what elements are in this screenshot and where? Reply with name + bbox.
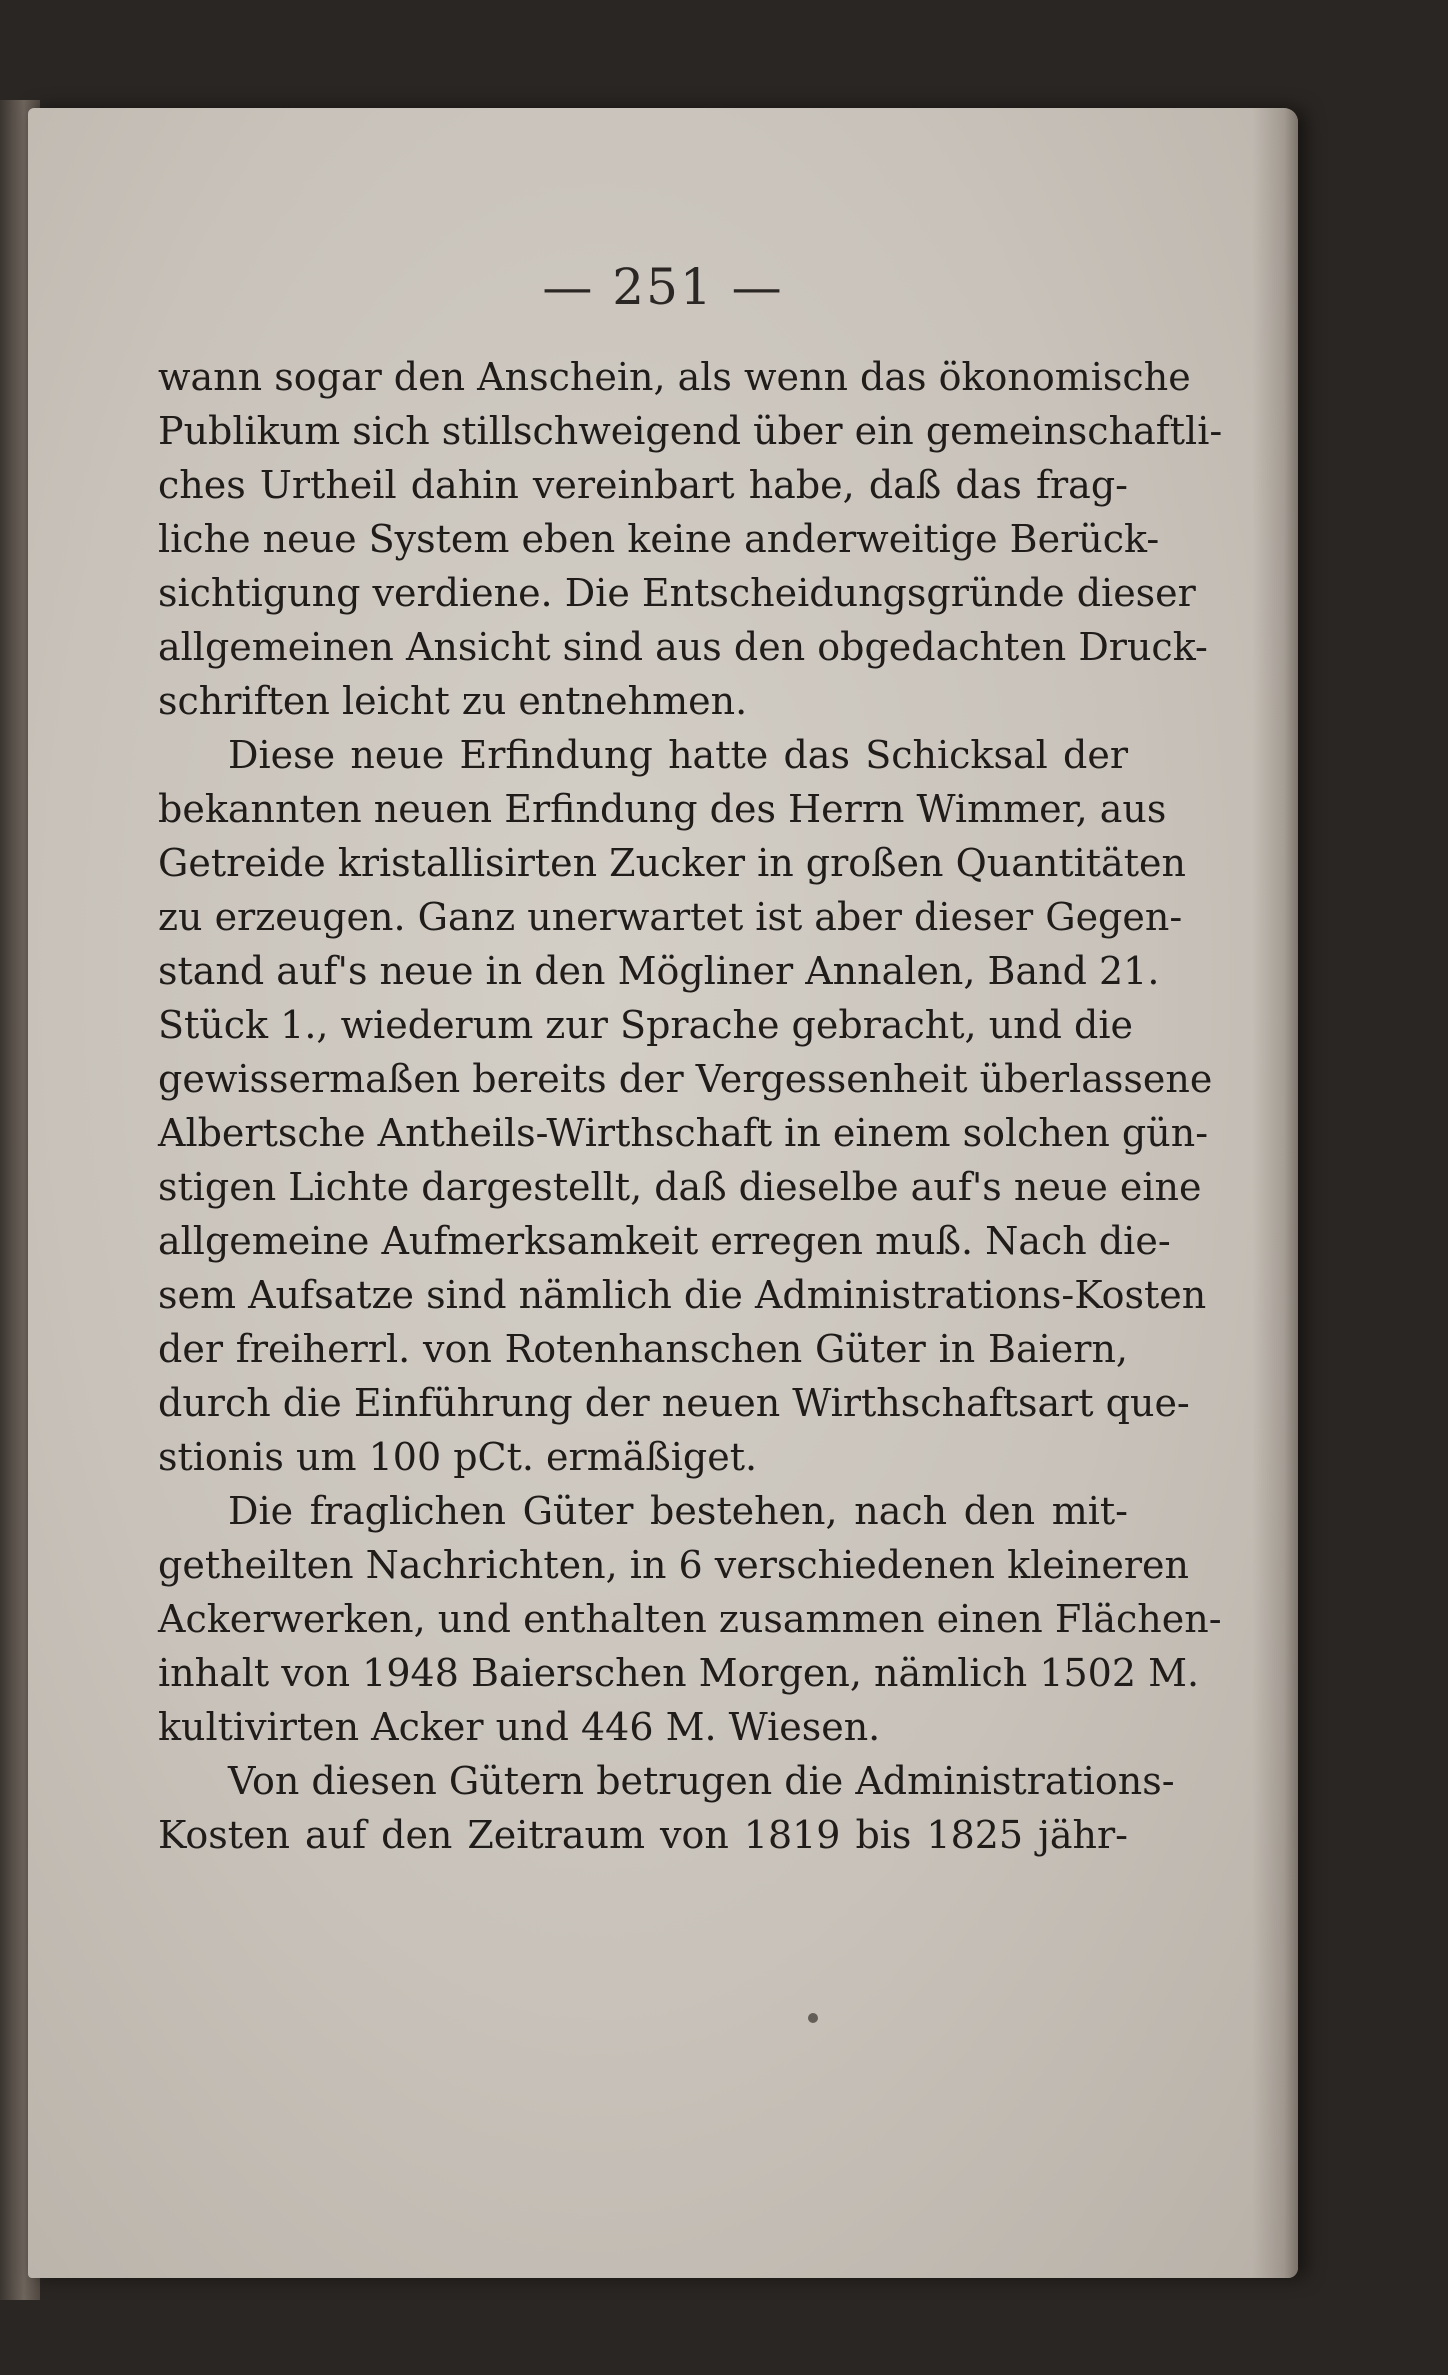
text-line: gewissermaßen bereits der Vergessenheit überlassene [158, 1057, 1213, 1101]
text-line: liche neue System eben keine anderweitige Berück- [158, 517, 1160, 561]
text-line: Albertsche Antheils-Wirthschaft in einem solchen gün- [158, 1111, 1209, 1155]
text-line: Getreide kristallisirten Zucker in großen Quantitäten [158, 841, 1186, 885]
page-body [158, 350, 1223, 1862]
text-line: zu erzeugen. Ganz unerwartet ist aber dieser Gegen- [158, 895, 1183, 939]
text-line: stand auf's neue in den Mögliner Annalen, Band 21. [158, 949, 1160, 993]
text-line: inhalt von 1948 Baierschen Morgen, nämlich 1502 M. [158, 1651, 1200, 1695]
text-line: sichtigung verdiene. Die Entscheidungsgründe dieser [158, 571, 1196, 615]
text-line: allgemeinen Ansicht sind aus den obgedachten Druck- [158, 625, 1208, 669]
page-number: — 251 — [542, 258, 784, 316]
text-line: stigen Lichte dargestellt, daß dieselbe auf's neue eine [158, 1165, 1202, 1209]
text-line: allgemeine Aufmerksamkeit erregen muß. Nach die- [158, 1219, 1171, 1263]
text-line: Kosten auf den Zeitraum von 1819 bis 1825 jähr- [158, 1813, 1128, 1857]
text-line: kultivirten Acker und 446 M. Wiesen. [158, 1705, 881, 1749]
text-line: Diese neue Erfindung hatte das Schicksal der [228, 733, 1128, 777]
text-line: getheilten Nachrichten, in 6 verschiedenen kleineren [158, 1543, 1190, 1587]
text-line: schriften leicht zu entnehmen. [158, 679, 748, 723]
text-line: bekannten neuen Erfindung des Herrn Wimmer, aus [158, 787, 1167, 831]
text-line: ches Urtheil dahin vereinbart habe, daß das frag- [158, 463, 1128, 507]
book-page [28, 108, 1298, 2278]
text-line: Stück 1., wiederum zur Sprache gebracht, und die [158, 1003, 1134, 1047]
text-line: wann sogar den Anschein, als wenn das ökonomische [158, 355, 1191, 399]
text-line: Die fraglichen Güter bestehen, nach den mit- [228, 1489, 1128, 1533]
ink-speck [808, 2013, 818, 2023]
text-line: Ackerwerken, und enthalten zusammen einen Flächen- [158, 1597, 1222, 1641]
text-line: durch die Einführung der neuen Wirthschaftsart que- [158, 1381, 1190, 1425]
text-line: sem Aufsatze sind nämlich die Administrations-Kosten [158, 1273, 1207, 1317]
page-edge-shadow [1252, 108, 1298, 2278]
text-line: der freiherrl. von Rotenhanschen Güter in Baiern, [158, 1327, 1128, 1371]
text-line: Publikum sich stillschweigend über ein gemeinschaftli- [158, 409, 1223, 453]
text-line: Von diesen Gütern betrugen die Administrations- [228, 1759, 1175, 1803]
text-line: stionis um 100 pCt. ermäßiget. [158, 1435, 758, 1479]
